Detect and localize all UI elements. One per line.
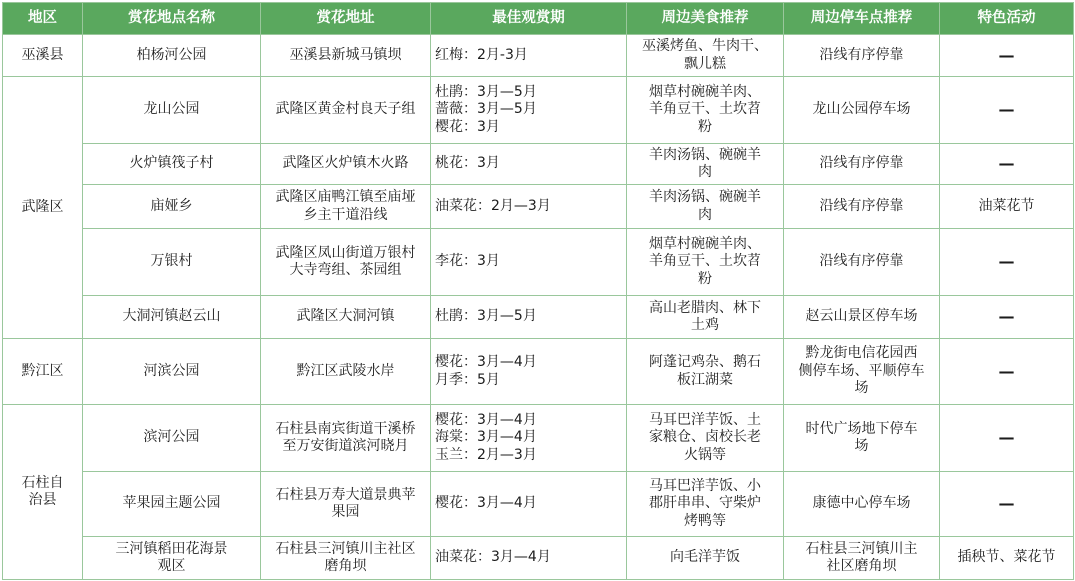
site-name-cell: 柏杨河公园 — [83, 35, 261, 77]
region-cell: 黔江区 — [3, 339, 83, 405]
address-cell: 石柱县三河镇川主社区 磨角坝 — [261, 537, 431, 580]
period-cell: 桃花：3月 — [431, 144, 627, 185]
parking-cell: 康德中心停车场 — [784, 472, 940, 537]
site-name-cell: 火炉镇筏子村 — [83, 144, 261, 185]
header-site-name: 赏花地点名称 — [83, 3, 261, 35]
address-cell: 武隆区火炉镇木火路 — [261, 144, 431, 185]
event-cell: — — [940, 296, 1074, 339]
header-best-period: 最佳观赏期 — [431, 3, 627, 35]
period-cell: 油菜花：2月—3月 — [431, 185, 627, 229]
event-cell: — — [940, 77, 1074, 144]
food-cell: 烟草村碗碗羊肉、 羊角豆干、土坎苕 粉 — [627, 77, 784, 144]
parking-cell: 沿线有序停靠 — [784, 35, 940, 77]
address-cell: 武隆区凤山街道万银村 大寺弯组、茶园组 — [261, 229, 431, 296]
food-cell: 羊肉汤锅、碗碗羊 肉 — [627, 185, 784, 229]
address-cell: 巫溪县新城马镇坝 — [261, 35, 431, 77]
period-cell: 红梅：2月-3月 — [431, 35, 627, 77]
period-cell: 樱花：3月—4月 月季：5月 — [431, 339, 627, 405]
parking-cell: 沿线有序停靠 — [784, 144, 940, 185]
address-cell: 武隆区大洞河镇 — [261, 296, 431, 339]
period-cell: 李花：3月 — [431, 229, 627, 296]
region-cell: 巫溪县 — [3, 35, 83, 77]
food-cell: 烟草村碗碗羊肉、 羊角豆干、土坎苕 粉 — [627, 229, 784, 296]
parking-cell: 沿线有序停靠 — [784, 185, 940, 229]
site-name-cell: 万银村 — [83, 229, 261, 296]
parking-cell: 龙山公园停车场 — [784, 77, 940, 144]
region-cell: 石柱自 治县 — [3, 405, 83, 580]
header-event: 特色活动 — [940, 3, 1074, 35]
food-cell: 高山老腊肉、林下 土鸡 — [627, 296, 784, 339]
event-cell: — — [940, 35, 1074, 77]
header-address: 赏花地址 — [261, 3, 431, 35]
event-cell: 油菜花节 — [940, 185, 1074, 229]
site-name-cell: 大洞河镇赵云山 — [83, 296, 261, 339]
food-cell: 马耳巴洋芋饭、土 家粮仓、卤校长老 火锅等 — [627, 405, 784, 472]
address-cell: 黔江区武陵水岸 — [261, 339, 431, 405]
event-cell: — — [940, 144, 1074, 185]
table-row — [3, 77, 1074, 144]
event-cell: — — [940, 229, 1074, 296]
table-row — [3, 296, 1074, 339]
food-cell: 羊肉汤锅、碗碗羊 肉 — [627, 144, 784, 185]
food-cell: 阿蓬记鸡杂、鹅石 板江湖菜 — [627, 339, 784, 405]
period-cell: 樱花：3月—4月 海棠：3月—4月 玉兰：2月—3月 — [431, 405, 627, 472]
event-cell: — — [940, 339, 1074, 405]
address-cell: 武隆区庙鸭江镇至庙垭 乡主干道沿线 — [261, 185, 431, 229]
header-region: 地区 — [3, 3, 83, 35]
food-cell: 马耳巴洋芋饭、小 郡肝串串、守柴炉 烤鸭等 — [627, 472, 784, 537]
table-row — [3, 339, 1074, 405]
table-row — [3, 472, 1074, 537]
parking-cell: 石柱县三河镇川主 社区磨角坝 — [784, 537, 940, 580]
food-cell: 向毛洋芋饭 — [627, 537, 784, 580]
site-name-cell: 滨河公园 — [83, 405, 261, 472]
event-cell: 插秧节、菜花节 — [940, 537, 1074, 580]
table-row — [3, 229, 1074, 296]
address-cell: 石柱县南宾街道干溪桥 至万安街道滨河晓月 — [261, 405, 431, 472]
table-row — [3, 405, 1074, 472]
food-cell: 巫溪烤鱼、牛肉干、 飘儿糕 — [627, 35, 784, 77]
period-cell: 杜鹃：3月—5月 — [431, 296, 627, 339]
event-cell: — — [940, 472, 1074, 537]
parking-cell: 黔龙街电信花园西 侧停车场、平顺停车 场 — [784, 339, 940, 405]
period-cell: 杜鹃：3月—5月 蔷薇：3月—5月 樱花：3月 — [431, 77, 627, 144]
header-food: 周边美食推荐 — [627, 3, 784, 35]
parking-cell: 时代广场地下停车 场 — [784, 405, 940, 472]
region-cell: 武隆区 — [3, 77, 83, 339]
site-name-cell: 苹果园主题公园 — [83, 472, 261, 537]
period-cell: 樱花：3月—4月 — [431, 472, 627, 537]
table-row — [3, 185, 1074, 229]
address-cell: 石柱县万寿大道景典苹 果园 — [261, 472, 431, 537]
site-name-cell: 三河镇稻田花海景 观区 — [83, 537, 261, 580]
site-name-cell: 庙娅乡 — [83, 185, 261, 229]
site-name-cell: 河滨公园 — [83, 339, 261, 405]
header-row — [3, 3, 1074, 35]
site-name-cell: 龙山公园 — [83, 77, 261, 144]
table-row — [3, 537, 1074, 580]
parking-cell: 沿线有序停靠 — [784, 229, 940, 296]
period-cell: 油菜花：3月—4月 — [431, 537, 627, 580]
flower-viewing-table — [2, 2, 1074, 580]
parking-cell: 赵云山景区停车场 — [784, 296, 940, 339]
address-cell: 武隆区黄金村良天子组 — [261, 77, 431, 144]
table-row — [3, 144, 1074, 185]
header-parking: 周边停车点推荐 — [784, 3, 940, 35]
event-cell: — — [940, 405, 1074, 472]
table-row — [3, 35, 1074, 77]
